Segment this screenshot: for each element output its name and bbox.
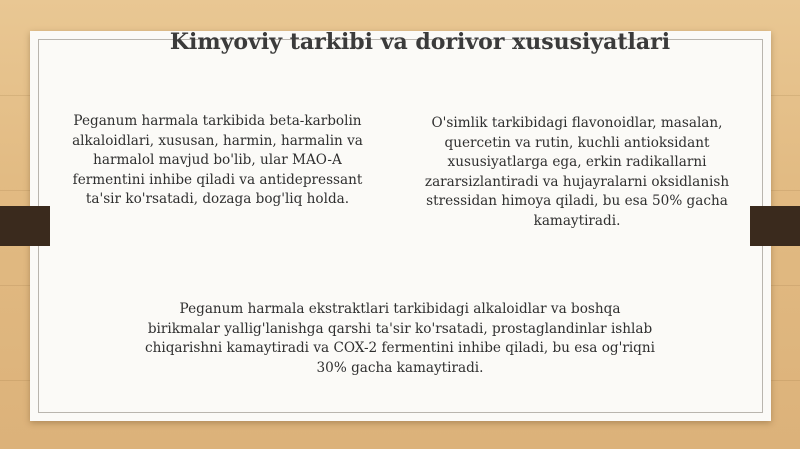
right-side-tab	[750, 206, 800, 246]
paragraph-anti-inflammatory: Peganum harmala ekstraktlari tarkibidagi alkaloidlar va boshqa birikmalar yallig'lanishga qarshi ta'sir ko'rsatadi, prostaglandinlar ishlab chiqarishni kamaytiradi va COX-2 fermentini inhibe qiladi, bu esa og'riqni 30% gacha kamaytiradi.	[145, 301, 655, 376]
paragraph-alkaloids: Peganum harmala tarkibida beta-karbolin alkaloidlari, xususan, harmin, harmalin va harmalol mavjud bo'lib, ular MAO-A fermentini inhibe qiladi va antidepressant ta'sir ko'rsatadi, dozaga bog'liq holda.	[72, 113, 363, 207]
paragraph-flavonoids: O'simlik tarkibidagi flavonoidlar, masalan, quercetin va rutin, kuchli antioksidant xususiyatlarga ega, erkin radikallarni zararsizlantiradi va hujayralarni oksidlanish stressidan himoya qiladi, bu esa 50% gacha kamaytiradi.	[424, 115, 730, 229]
left-side-tab	[0, 206, 50, 246]
slide-title: Kimyoviy tarkibi va dorivor xususiyatlari	[169, 29, 671, 55]
